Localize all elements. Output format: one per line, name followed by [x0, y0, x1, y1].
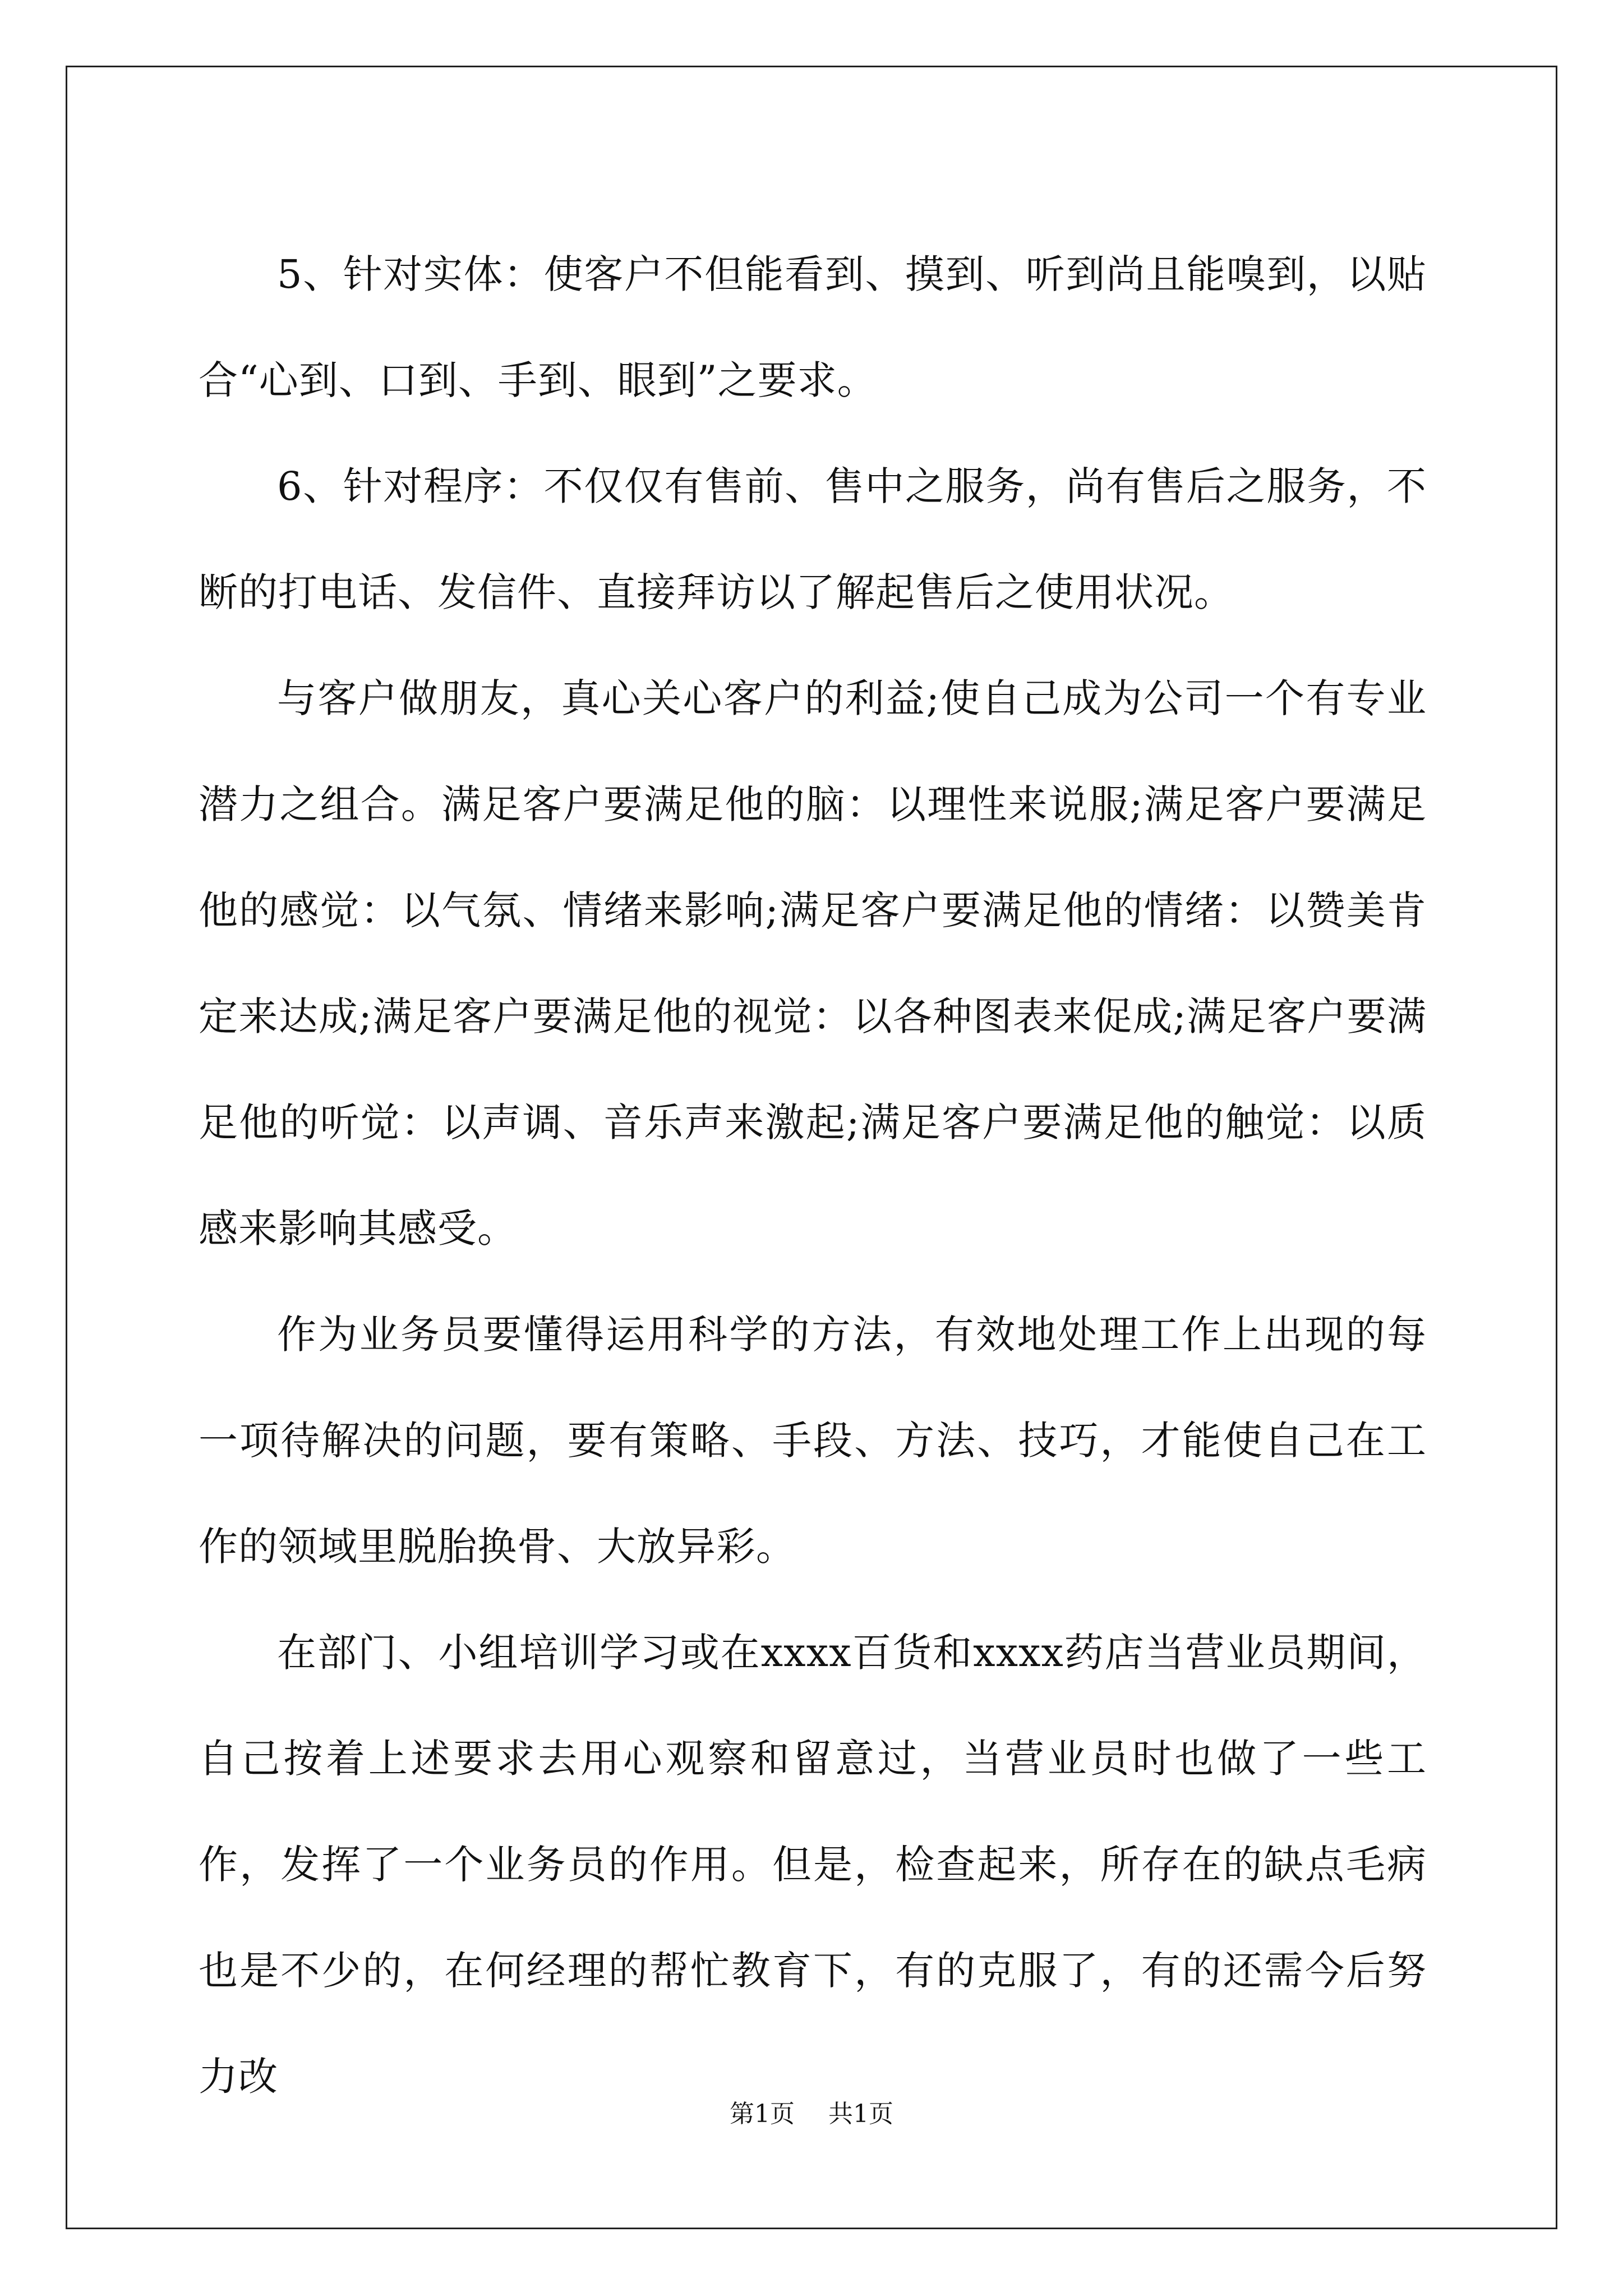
- page-total: 共1页: [828, 2100, 893, 2128]
- page-number: 第1页: [730, 2100, 795, 2128]
- page-footer: [0, 2097, 1623, 2131]
- paragraph: 作为业务员要懂得运用科学的方法，有效地处理工作上出现的每一项待解决的问题，要有策略、手段、方法、技巧，才能使自己在工作的领域里脱胎换骨、大放异彩。: [199, 1312, 1427, 1570]
- paragraph: 5、针对实体：使客户不但能看到、摸到、听到尚且能嗅到，以贴合“心到、口到、手到、眼到”之要求。: [199, 251, 1427, 403]
- paragraph: 6、针对程序：不仅仅有售前、售中之服务，尚有售后之服务，不断的打电话、发信件、直接拜访以了解起售后之使用状况。: [199, 463, 1427, 615]
- document-body: [199, 222, 1427, 2130]
- paragraph: 与客户做朋友，真心关心客户的利益;使自己成为公司一个有专业潜力之组合。满足客户要满足他的脑：以理性来说服;满足客户要满足他的感觉：以气氛、情绪来影响;满足客户要满足他的情绪：以赞美肯定来达成;满足客户要满足他的视觉：以各种图表来促成;满足客户要满足他的听觉：以声调、音乐声来激起;满足客户要满足他的触觉：以质感来影响其感受。: [199, 675, 1427, 1251]
- paragraph: 在部门、小组培训学习或在xxxx百货和xxxx药店当营业员期间，自己按着上述要求去用心观察和留意过，当营业员时也做了一些工作，发挥了一个业务员的作用。但是，检查起来，所存在的缺点毛病也是不少的，在何经理的帮忙教育下，有的克服了，有的还需今后努力改: [199, 1630, 1427, 2100]
